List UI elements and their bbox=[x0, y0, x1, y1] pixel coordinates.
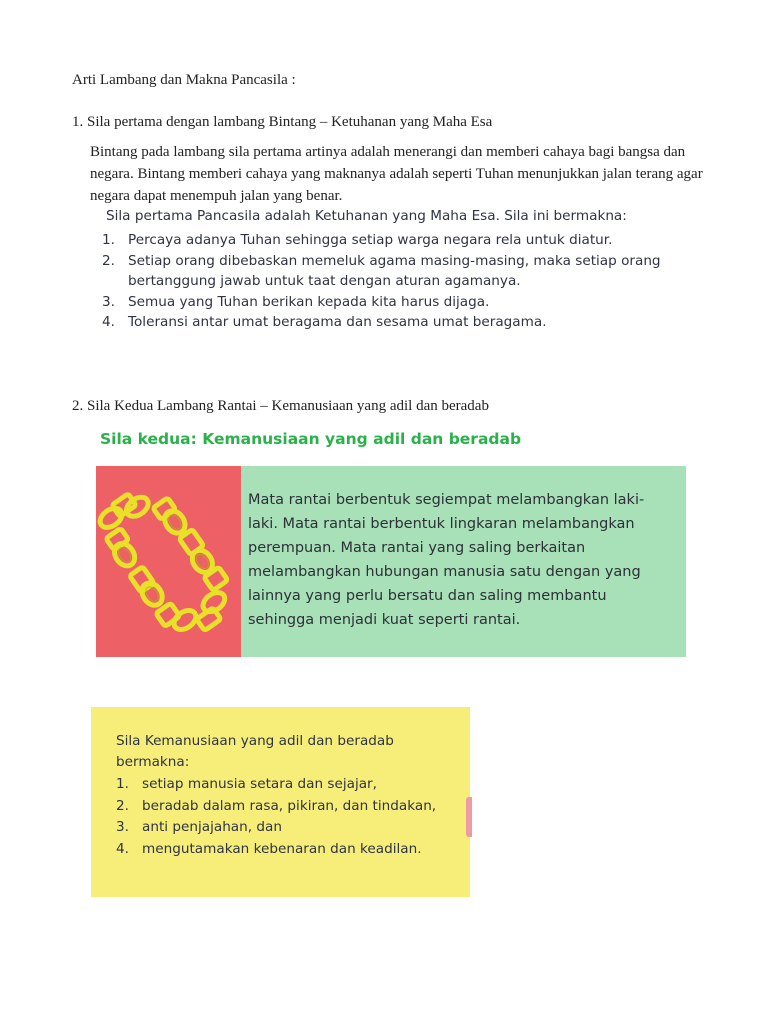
list-item bbox=[116, 796, 466, 818]
list-item-text: beradab dalam rasa, pikiran, dan tindakan, bbox=[142, 797, 437, 814]
sila2-meaning-content bbox=[116, 731, 466, 860]
list-item-text: Setiap orang dibebaskan memeluk agama masing-masing, maka setiap orang bertanggung jawab untuk taat dengan aturan agamanya. bbox=[128, 252, 661, 289]
sila1-meaning-box bbox=[94, 208, 694, 333]
list-item bbox=[94, 230, 694, 251]
list-item-number: 2. bbox=[102, 252, 115, 269]
list-item-number: 3. bbox=[102, 293, 115, 310]
list-item bbox=[116, 817, 466, 839]
chain-image-panel bbox=[96, 466, 241, 657]
list-item bbox=[94, 312, 694, 333]
sila2-heading: 2. Sila Kedua Lambang Rantai – Kemanusiaan yang adil dan beradab bbox=[72, 398, 489, 414]
sila1-paragraph: Bintang pada lambang sila pertama artinya adalah menerangi dan memberi cahaya bagi bangsa dan negara. Bintang memberi cahaya yang maknanya adalah seperti Tuhan menunjukkan jalan terang agar negara dapat menempuh jalan yang benar. bbox=[90, 144, 703, 204]
chain-panel bbox=[96, 466, 686, 657]
list-item-text: mengutamakan kebenaran dan keadilan. bbox=[142, 840, 422, 857]
sila2-meaning-list bbox=[116, 774, 466, 860]
list-item bbox=[116, 774, 466, 796]
list-item-number: 1. bbox=[102, 232, 115, 248]
sila1-meaning-list bbox=[94, 230, 694, 333]
list-item-number: 4. bbox=[116, 840, 129, 857]
sila1-heading: 1. Sila pertama dengan lambang Bintang – Ketuhanan yang Maha Esa bbox=[72, 114, 493, 130]
list-item bbox=[116, 839, 466, 861]
sila2-green-title: Sila kedua: Kemanusiaan yang adil dan beradab bbox=[100, 430, 522, 448]
list-item bbox=[94, 251, 694, 292]
list-item-number: 3. bbox=[116, 819, 129, 835]
list-item-text: anti penjajahan, dan bbox=[142, 819, 282, 835]
list-item-text: Semua yang Tuhan berikan kepada kita harus dijaga. bbox=[128, 293, 490, 310]
sila2-meaning-box bbox=[91, 707, 470, 897]
sila1-box-intro: Sila pertama Pancasila adalah Ketuhanan yang Maha Esa. Sila ini bermakna: bbox=[106, 208, 627, 224]
list-item bbox=[94, 292, 694, 313]
sila2-box-intro: Sila Kemanusiaan yang adil dan beradab bermakna: bbox=[116, 733, 394, 770]
list-item-number: 4. bbox=[102, 314, 115, 330]
list-item-text: setiap manusia setara dan sejajar, bbox=[142, 776, 377, 792]
list-item-text: Percaya adanya Tuhan sehingga setiap warga negara rela untuk diatur. bbox=[128, 232, 613, 248]
decorative-tab bbox=[466, 797, 472, 837]
document-title: Arti Lambang dan Makna Pancasila : bbox=[72, 72, 296, 88]
list-item-number: 1. bbox=[116, 776, 129, 792]
list-item-number: 2. bbox=[116, 797, 129, 814]
chain-icon bbox=[96, 466, 241, 657]
list-item-text: Toleransi antar umat beragama dan sesama umat beragama. bbox=[128, 314, 547, 330]
chain-description: Mata rantai berbentuk segiempat melambangkan laki-laki. Mata rantai berbentuk lingkaran melambangkan perempuan. Mata rantai yang saling berkaitan melambangkan hubungan manusia satu dengan yang lainnya yang perlu bersatu dan saling membantu sehingga menjadi kuat seperti rantai. bbox=[248, 492, 645, 628]
